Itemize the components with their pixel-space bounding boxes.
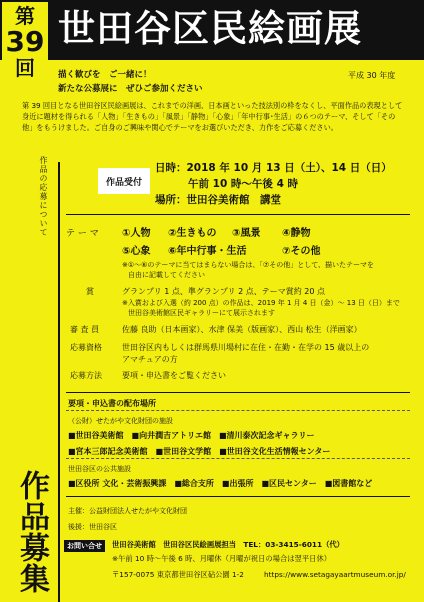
tagline-1: 描く歓びを ご一緒に！: [58, 70, 152, 80]
theme-item: ①人物: [122, 228, 151, 239]
side-rule: [58, 162, 60, 602]
contact-line: 世田谷美術館 世田谷区民絵画展担当 TEL：03-3415-6011（代）: [112, 540, 344, 549]
contact-address: 〒157-0075 東京都世田谷区砧公園 1-2: [112, 570, 244, 579]
distribution-category: 世田谷区の公共施設: [68, 465, 131, 473]
tagline-2: 新たな公募展に ぜひご参加ください: [58, 84, 203, 94]
round-suffix: 回: [15, 56, 35, 80]
supporter: 後援：世田谷区: [68, 523, 117, 531]
divider: [66, 214, 410, 215]
distribution-category: （公財）せたがや文化財団の施設: [68, 417, 173, 425]
eligibility-value: アマチュアの方: [122, 355, 178, 364]
contact-url[interactable]: https://www.setagayaartmuseum.or.jp/: [264, 570, 406, 579]
reception-time: 午前 10 時～午後 4 時: [188, 178, 299, 190]
reception-place: 場所：世田谷美術館 講堂: [155, 194, 281, 206]
theme-item: ④静物: [282, 228, 311, 239]
side-label: 作品の応募について: [39, 156, 48, 237]
theme-label: テ ー マ: [66, 229, 99, 239]
theme-item: ⑥年中行事・生活: [168, 246, 247, 257]
theme-note: 自由に記載してください: [128, 271, 205, 279]
distribution-heading: 要項・申込書の配布場所: [68, 399, 156, 408]
judges-label: 審 査 員: [70, 325, 100, 334]
theme-item: ⑦その他: [282, 246, 321, 257]
page-title: 世田谷区民絵画展: [58, 7, 362, 50]
distribution-list: ■宮本三郎記念美術館 ■世田谷文学館 ■世田谷文化生活情報センター: [68, 447, 331, 456]
round-badge: [2, 2, 48, 84]
theme-item: ⑤心象: [122, 246, 151, 257]
contact-label: お問い合せ: [64, 540, 105, 552]
intro-text: 第 39 回目となる世田谷区民絵画展は、これまでの洋画、日本画といった技法別の枠をなくし、平面作品の表現として身近に題材を得られる「人物」「生きもの」「風景」「静物」「心象」「年中行事･生活」の６つのテーマ、そして「その他」をもうけました。ご自身のご興味や関心でテーマをお選びいただき、力作をご応募ください。: [22, 101, 403, 132]
big-label: 作品募集: [14, 470, 49, 594]
theme-item: ③風景: [232, 228, 261, 239]
contact-block: [64, 540, 410, 592]
distribution-list: ■世田谷美術館 ■向井潤吉アトリエ館 ■清川泰次記念ギャラリー: [68, 431, 315, 440]
divider: [66, 410, 410, 411]
distribution-list: ■区役所 文化・芸術振興課 ■総合支所 ■出張所 ■区民センター ■図書館など: [68, 479, 373, 488]
eligibility-label: 応募資格: [70, 343, 102, 352]
round-label: 第: [15, 4, 35, 28]
theme-note: ※①～⑥のテーマに当てはまらない場合は、「⑦その他」として、描いたテーマを: [122, 261, 375, 269]
prize-label: 賞: [86, 287, 94, 296]
prize-note: ※入賞および入選（約 200 点）の作品は、2019 年 1 月 4 日（金）～ 13 日（日）まで: [122, 299, 400, 307]
organizer: 主催：公益財団法人せたがや文化財団: [68, 507, 187, 515]
method-label: 応募方法: [70, 371, 102, 380]
fiscal-year: 平成 30 年度: [348, 71, 396, 80]
method-value: 要項・申込書をご覧ください: [122, 371, 226, 380]
judges-value: 佐藤 良助（日本画家）、水津 保美（版画家）、西山 松生（洋画家）: [122, 325, 362, 334]
divider: [66, 458, 410, 459]
divider: [66, 392, 410, 393]
round-number: 39: [5, 25, 45, 58]
reception-date: 日時：2018 年 10 月 13 日（土）、14 日（日）: [155, 162, 392, 174]
theme-item: ②生きもの: [168, 228, 217, 239]
divider: [66, 496, 410, 497]
reception-label: 作品受付: [98, 168, 150, 194]
prize-note: 世田谷美術館区民ギャラリーにて展示されます: [128, 309, 275, 317]
contact-hours: ※午前 10 時～午後 6 時、月曜休（月曜が祝日の場合は翌平日休）: [112, 554, 332, 563]
prize-value: グランプリ 1 点、準グランプリ 2 点、テーマ賞約 20 点: [122, 287, 325, 296]
eligibility-value: 世田谷区内もしくは群馬県川場村に在住・在勤・在学の 15 歳以上の: [122, 343, 370, 352]
